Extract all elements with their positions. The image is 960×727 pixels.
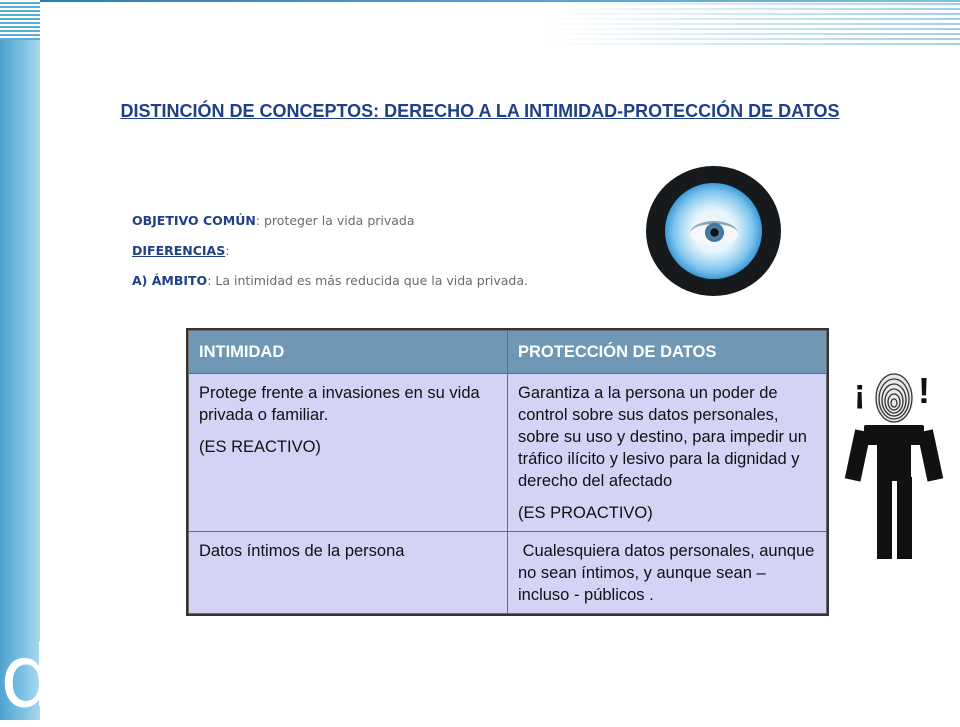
cell-text: Garantiza a la persona un poder de control sobre sus datos personales, sobre su uso y destino, para impedir un tráfico ilícito y lesivo para la dignidad y derecho del afectado [518, 384, 807, 490]
scope-text: : La intimidad es más reducida que la vida privada. [207, 273, 528, 288]
fingerprint-head-figure [850, 365, 940, 565]
table-header-row [189, 331, 827, 374]
scope-label: A) ÁMBITO [132, 273, 208, 288]
info-block [132, 211, 528, 301]
table-cell [508, 374, 827, 532]
eye-iris-ring [665, 183, 762, 279]
comparison-table [186, 328, 829, 616]
person-silhouette [845, 425, 943, 559]
fingerprint-icon [876, 374, 912, 422]
corner-logo-letter: d [0, 627, 55, 727]
table-cell [508, 532, 827, 614]
table-cell [189, 374, 508, 532]
cell-text: Cualesquiera datos personales, aunque no sean íntimos, y aunque sean – incluso - públicos . [518, 542, 819, 604]
top-decorative-lines [40, 0, 960, 46]
differences-text: : [225, 243, 230, 258]
objective-text: : proteger la vida privada [255, 213, 415, 228]
differences-line [132, 241, 528, 271]
table-cell [189, 532, 508, 614]
left-stripes [0, 0, 40, 40]
slide-title: DISTINCIÓN DE CONCEPTOS: DERECHO A LA INTIMIDAD-PROTECCIÓN DE DATOS [120, 101, 840, 121]
header-intimidad: INTIMIDAD [189, 331, 508, 374]
cell-text: Datos íntimos de la persona [199, 542, 405, 560]
table-row [189, 532, 827, 614]
cell-text: Protege frente a invasiones en su vida privada o familiar. [199, 384, 480, 424]
cell-text: (ES PROACTIVO) [518, 504, 653, 522]
left-decorative-band [0, 0, 55, 727]
exclamation-open-mark: ¡ [854, 373, 866, 411]
top-rule [40, 0, 960, 2]
differences-label: DIFERENCIAS [132, 243, 226, 258]
cell-text: (ES REACTIVO) [199, 438, 321, 456]
scope-line [132, 271, 528, 301]
header-proteccion-datos: PROTECCIÓN DE DATOS [508, 331, 827, 374]
eye-image [646, 166, 781, 296]
objective-label: OBJETIVO COMÚN [132, 213, 256, 228]
objective-line [132, 211, 528, 241]
table-row [189, 374, 827, 532]
exclamation-mark: ! [918, 370, 930, 411]
eye-pupil [705, 223, 724, 242]
